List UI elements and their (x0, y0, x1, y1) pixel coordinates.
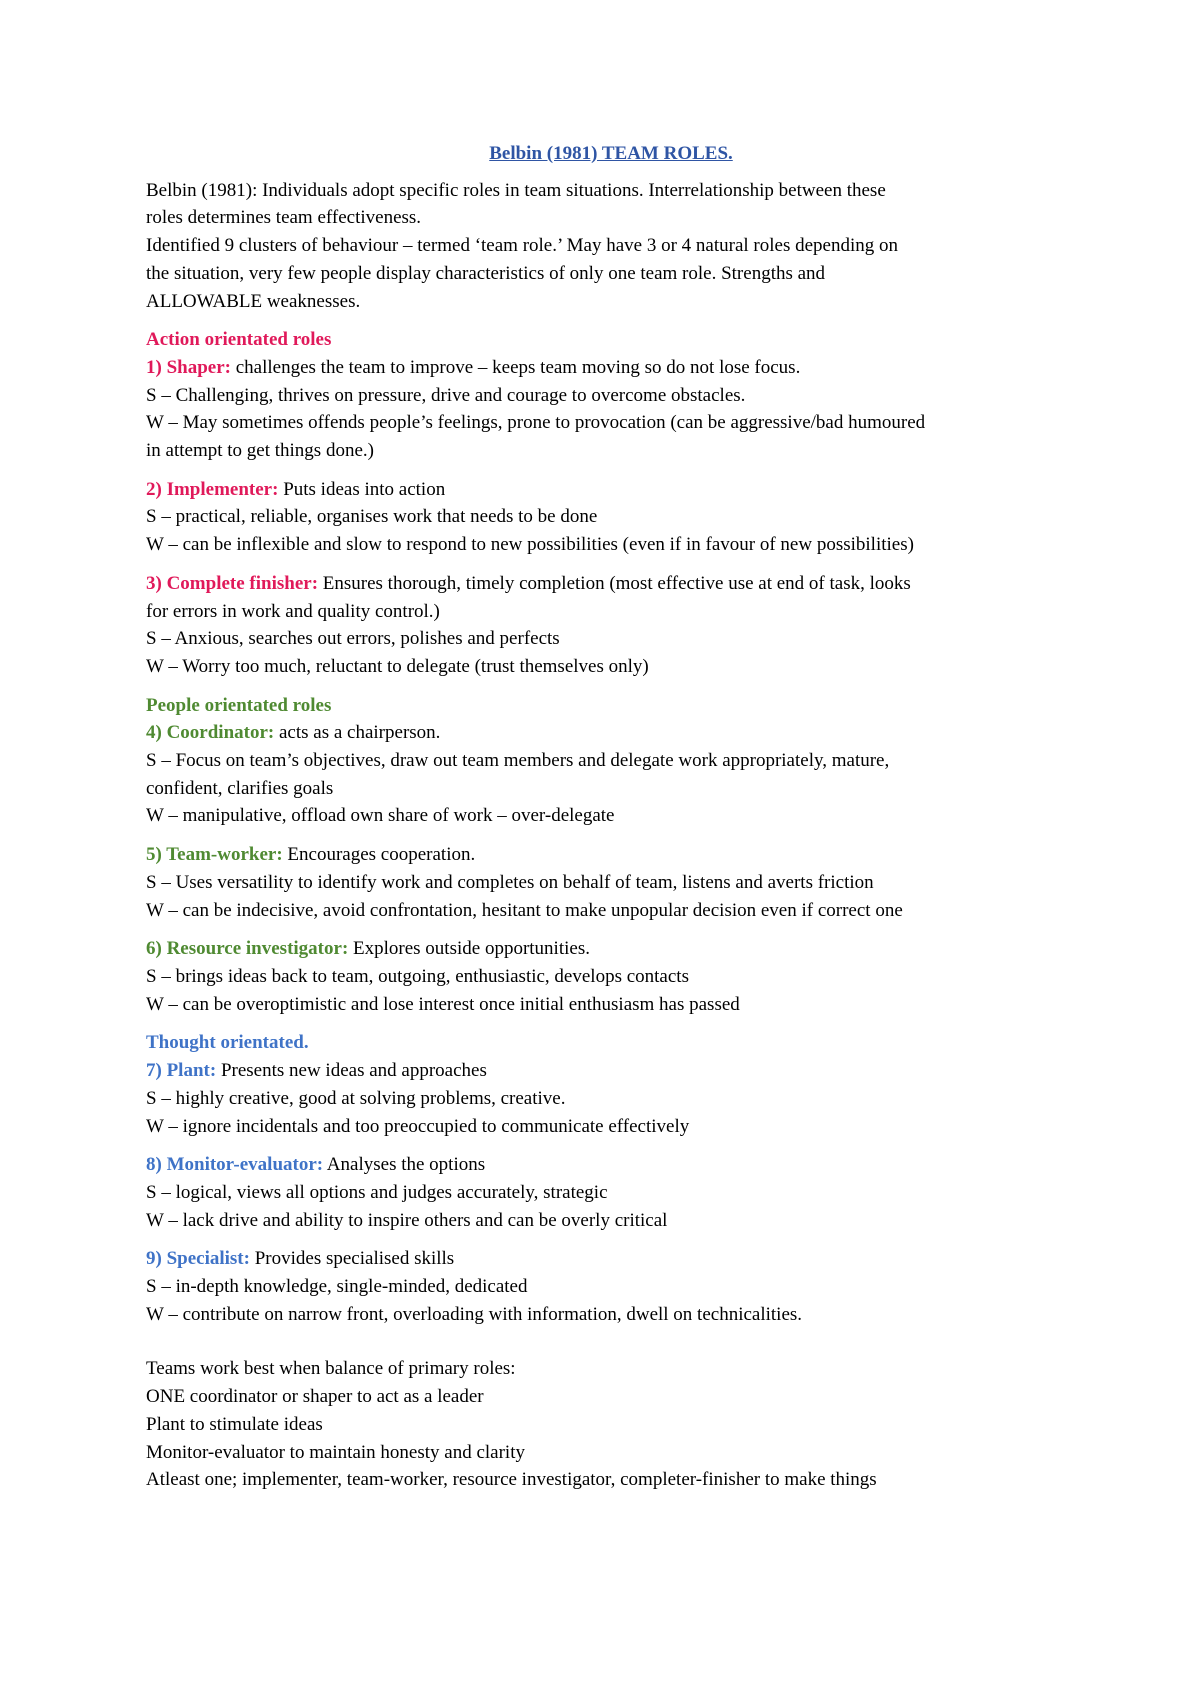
role-shaper (146, 326, 1076, 465)
intro-line: ALLOWABLE weaknesses. (146, 290, 361, 312)
summary-line: Monitor-evaluator to maintain honesty and clarity (146, 1441, 525, 1463)
summary-line: Plant to stimulate ideas (146, 1413, 323, 1435)
role-line (146, 1151, 1076, 1179)
role-desc: Provides specialised skills (249, 1248, 455, 1270)
role-name: 1) Shaper: (146, 356, 231, 378)
strength-line: S – in-depth knowledge, single-minded, dedicated (146, 1276, 528, 1298)
role-coordinator (146, 692, 1076, 831)
section-heading-people: People orientated roles (146, 694, 332, 716)
strength-line: S – practical, reliable, organises work that needs to be done (146, 506, 598, 528)
role-name: 3) Complete finisher: (146, 572, 319, 594)
role-desc: Encourages cooperation. (282, 844, 476, 866)
role-name: 7) Plant: (146, 1060, 217, 1082)
summary-line: Atleast one; implementer, team-worker, resource investigator, completer-finisher to make things (146, 1469, 877, 1491)
role-line (146, 1057, 1076, 1085)
summary-line: ONE coordinator or shaper to act as a leader (146, 1386, 484, 1408)
section-heading-action: Action orientated roles (146, 329, 332, 351)
role-desc: Analyses the options (323, 1154, 486, 1176)
role-name: 2) Implementer: (146, 478, 279, 500)
role-desc: Explores outside opportunities. (348, 938, 590, 960)
role-line (146, 935, 1076, 963)
intro-line: the situation, very few people display characteristics of only one team role. Strengths and (146, 262, 826, 284)
role-line (146, 1245, 1076, 1273)
document-body (146, 140, 1076, 1505)
role-resource-investigator (146, 935, 1076, 1018)
role-name: 5) Team-worker: (146, 844, 283, 866)
strength-line: S – Focus on team’s objectives, draw out team members and delegate work appropriately, mature, (146, 750, 890, 772)
weakness-line: W – can be inflexible and slow to respond to new possibilities (even if in favour of new possibilities) (146, 534, 914, 556)
role-desc: challenges the team to improve – keeps team moving so do not lose focus. (230, 356, 801, 378)
strength-line: S – Uses versatility to identify work and completes on behalf of team, listens and averts friction (146, 871, 874, 893)
role-team-worker (146, 841, 1076, 924)
intro-line: roles determines team effectiveness. (146, 207, 422, 229)
role-name: 4) Coordinator: (146, 722, 275, 744)
role-monitor-evaluator (146, 1151, 1076, 1234)
weakness-line: W – can be overoptimistic and lose interest once initial enthusiasm has passed (146, 993, 740, 1015)
weakness-line: W – ignore incidentals and too preoccupied to communicate effectively (146, 1115, 690, 1137)
role-line (146, 354, 1076, 382)
page-title: Belbin (1981) TEAM ROLES. (489, 143, 733, 164)
section-heading-thought: Thought orientated. (146, 1032, 309, 1054)
role-line (146, 841, 1076, 869)
role-name: 9) Specialist: (146, 1248, 250, 1270)
role-plant (146, 1029, 1076, 1140)
strength-line: S – highly creative, good at solving problems, creative. (146, 1087, 566, 1109)
strength-line: confident, clarifies goals (146, 777, 334, 799)
role-complete-finisher (146, 570, 1076, 681)
strength-line: S – Challenging, thrives on pressure, drive and courage to overcome obstacles. (146, 384, 746, 406)
intro-line: Belbin (1981): Individuals adopt specific roles in team situations. Interrelationship between these (146, 179, 886, 201)
weakness-line: W – May sometimes offends people’s feelings, prone to provocation (can be aggressive/bad humoured (146, 412, 926, 434)
strength-line: S – logical, views all options and judges accurately, strategic (146, 1181, 608, 1203)
weakness-line: W – lack drive and ability to inspire others and can be overly critical (146, 1209, 668, 1231)
role-desc: Ensures thorough, timely completion (most effective use at end of task, looks (318, 572, 911, 594)
summary-line: Teams work best when balance of primary roles: (146, 1358, 516, 1380)
summary-paragraph (146, 1355, 1076, 1494)
weakness-line: W – Worry too much, reluctant to delegate (trust themselves only) (146, 655, 649, 677)
role-implementer (146, 476, 1076, 559)
role-name: 6) Resource investigator: (146, 938, 349, 960)
role-line (146, 570, 1076, 598)
role-desc: Puts ideas into action (278, 478, 446, 500)
role-name: 8) Monitor-evaluator: (146, 1154, 324, 1176)
weakness-line: W – contribute on narrow front, overloading with information, dwell on technicalities. (146, 1303, 803, 1325)
weakness-line: W – can be indecisive, avoid confrontation, hesitant to make unpopular decision even if correct one (146, 899, 903, 921)
strength-line: S – brings ideas back to team, outgoing, enthusiastic, develops contacts (146, 965, 689, 987)
role-desc: acts as a chairperson. (274, 722, 441, 744)
role-line (146, 476, 1076, 504)
role-desc-continued: for errors in work and quality control.) (146, 600, 440, 622)
intro-line: Identified 9 clusters of behaviour – termed ‘team role.’ May have 3 or 4 natural roles depending on (146, 235, 899, 257)
role-desc: Presents new ideas and approaches (216, 1060, 487, 1082)
weakness-line: W – manipulative, offload own share of work – over-delegate (146, 805, 615, 827)
weakness-line: in attempt to get things done.) (146, 440, 374, 462)
role-specialist (146, 1245, 1076, 1328)
intro-paragraph (146, 177, 1076, 316)
role-line (146, 719, 1076, 747)
strength-line: S – Anxious, searches out errors, polishes and perfects (146, 628, 560, 650)
